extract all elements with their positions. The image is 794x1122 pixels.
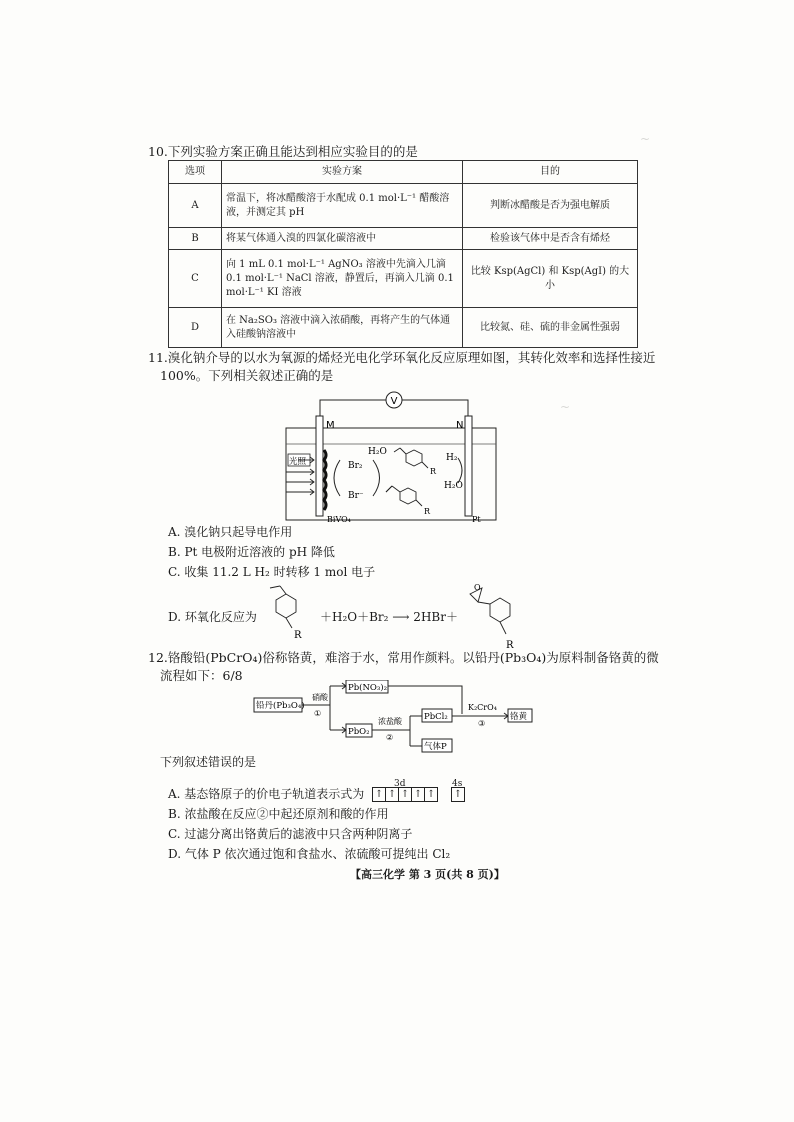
question-11-options [168,522,375,582]
option-d[interactable]: D. 气体 P 依次通过饱和食盐水、浓硫酸可提纯出 Cl₂ [168,847,451,861]
option-c[interactable]: C. 收集 11.2 L H₂ 时转移 1 mol 电子 [168,565,376,579]
h2o-top-label: H₂O [368,447,387,457]
flow-start-label: 铅丹(Pb₃O₄) [256,701,305,711]
flow-step2: ② [386,733,394,742]
cycle-arrow-right [373,460,380,496]
table-row [169,184,638,228]
orbital-box: ↑ [411,787,425,802]
electrode-m-label: M [326,420,335,431]
option-a[interactable]: A. 溴化钠只起导电作用 [168,525,293,539]
h2o-right-label: H₂O [444,481,463,491]
option-d-equation: ＋H₂O＋Br₂ ⟶ 2HBr＋ [320,610,458,624]
epoxide-structure [386,486,422,506]
row-goal: 比较氮、硅、硫的非金属性强弱 [463,308,638,348]
flow-gas: 气体P [424,742,447,752]
row-plan: 将某气体通入溴的四氯化碳溶液中 [222,228,463,250]
orbital-box: ↑ [372,787,386,802]
flow-pbo2: PbO₂ [348,727,370,737]
page-footer: 【高三化学 第 3 页(共 8 页)】 [350,868,505,881]
flow-reagent1: 硝酸 [312,693,328,702]
orbital-3d-label: 3d [394,779,406,789]
question-11-stem-line2: 100%。下列相关叙述正确的是 [160,368,334,383]
epoxide-o-mark: O [474,583,481,592]
orbital-4s-label: 4s [452,779,463,789]
row-goal: 判断冰醋酸是否为强电解质 [463,184,638,228]
flow-step1: ① [314,709,322,718]
orbital-box: ↑ [398,787,412,802]
h2-label: H₂ [446,453,458,463]
electrode-n-label: N [456,420,464,431]
row-goal: 比较 Ksp(AgCl) 和 Ksp(AgI) 的大小 [463,250,638,308]
r-label: R [424,507,431,516]
header-option: 选项 [169,161,222,184]
row-option: A [169,184,222,228]
option-b[interactable]: B. 浓盐酸在反应②中起还原剂和酸的作用 [168,807,389,821]
question-12-stem-line1: 12.铬酸铅(PbCrO₄)俗称铬黄，难溶于水，常用作颜料。以铅丹(Pb₃O₄)为原料制备铬黄的微 [148,650,659,665]
question-12-sub-stem: 下列叙述错误的是 [160,755,257,769]
question-10-stem: 10.下列实验方案正确且能达到相应实验目的的是 [148,144,418,159]
epoxide-r-label: R [506,640,514,651]
flow-product: 铬黄 [510,712,528,722]
photoelectrochemical-cell-diagram [168,388,498,526]
epoxide-product-structure [460,582,560,652]
table-header-row [169,161,638,184]
row-option: B [169,228,222,250]
flow-pbcl2: PbCl₂ [424,712,448,722]
option-d-prefix: D. 环氧化反应为 [168,610,257,624]
experiment-table [168,160,638,348]
option-a[interactable] [168,779,464,804]
br2-label: Br₂ [348,461,363,471]
r-label: R [430,467,437,476]
styrene-structure [258,582,318,642]
row-option: D [169,308,222,348]
styrene-r-label: R [294,630,302,641]
pt-label: Pt [472,515,481,524]
orbital-box: ↑ [424,787,438,802]
bleed-through-mark: ~ [640,132,651,146]
question-12-options [168,779,464,864]
orbital-box: ↑ [385,787,399,802]
alkene-structure [394,448,428,468]
header-goal: 目的 [463,161,638,184]
row-plan: 在 Na₂SO₃ 溶液中滴入浓硝酸，再将产生的气体通入硅酸钠溶液中 [222,308,463,348]
flow-step3: ③ [478,719,486,728]
bivo4-coating [324,450,326,510]
row-option: C [169,250,222,308]
option-a-text: A. 基态铬原子的价电子轨道表示式为 [168,787,365,801]
br-minus-label: Br⁻ [348,491,364,501]
light-label: 光照 [289,457,307,467]
option-b[interactable]: B. Pt 电极附近溶液的 pH 降低 [168,545,335,559]
voltmeter-label: V [390,396,398,407]
question-11-stem-line1: 11.溴化钠介导的以水为氧源的烯烃光电化学环氧化反应原理如图，其转化效率和选择性接近 [148,350,656,365]
row-plan: 向 1 mL 0.1 mol·L⁻¹ AgNO₃ 溶液中先滴入几滴 0.1 mol·L⁻¹ NaCl 溶液，静置后，再滴入几滴 0.1 mol·L⁻¹ KI 溶液 [222,250,463,308]
flow-reagent2: 浓盐酸 [378,717,402,726]
h2-evolution-arrow [458,458,462,483]
bivo4-label: BiVO₄ [327,515,351,524]
question-12-stem-line2: 流程如下：6/8 [160,668,243,683]
row-plan: 常温下，将冰醋酸溶于水配成 0.1 mol·L⁻¹ 醋酸溶液，并测定其 pH [222,184,463,228]
orbital-box: ↑ [451,787,465,802]
electrode-m [316,416,323,516]
cycle-arrow-left [334,460,340,496]
flow-pbno3: Pb(NO₃)₂ [348,683,388,693]
electrode-n [465,416,472,516]
bleed-through-mark: ~ [560,400,571,414]
flow-reagent3: K₂CrO₄ [468,703,497,712]
table-row [169,308,638,348]
header-plan: 实验方案 [222,161,463,184]
table-row [169,250,638,308]
table-row [169,228,638,250]
option-d[interactable] [160,582,560,652]
process-flow-diagram [252,680,552,760]
row-goal: 检验该气体中是否含有烯烃 [463,228,638,250]
option-c[interactable]: C. 过滤分离出铬黄后的滤液中只含两种阴离子 [168,827,413,841]
